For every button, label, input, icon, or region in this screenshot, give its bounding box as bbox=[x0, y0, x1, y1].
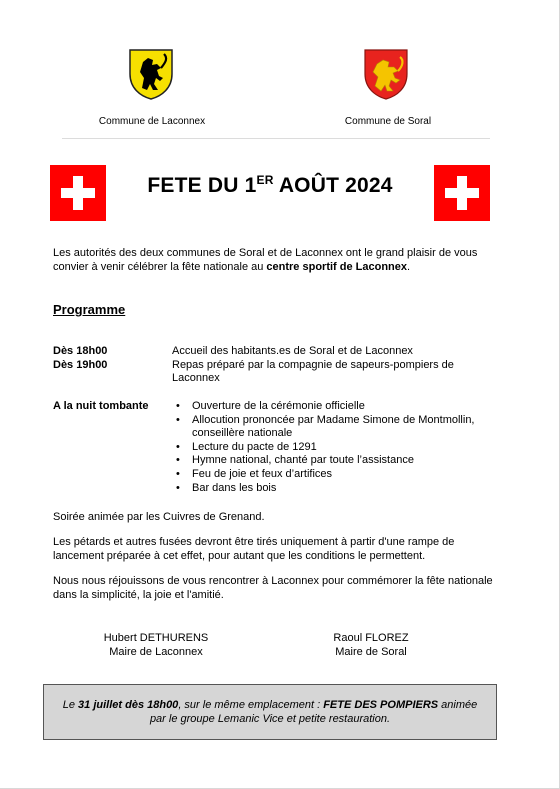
schedule-time: A la nuit tombante bbox=[53, 400, 149, 412]
laconnex-coat-of-arms-icon bbox=[128, 48, 174, 100]
schedule-time: Dès 19h00 bbox=[53, 359, 108, 371]
venue-name: centre sportif de Laconnex bbox=[266, 261, 407, 273]
swiss-flag-icon bbox=[50, 165, 106, 221]
schedule-description: Accueil des habitants.es de Soral et de Laconnex bbox=[172, 345, 413, 357]
ceremony-list bbox=[176, 400, 496, 495]
signer-name: Hubert DETHURENS bbox=[103, 632, 209, 644]
list-item: • Allocution prononcée par Madame Simone de Montmollin, conseillère nationale bbox=[176, 414, 496, 441]
intro-paragraph: Les autorités des deux communes de Soral et de Laconnex ont le grand plaisir de vous convier à venir célébrer la fête nationale au centre sportif de Laconnex. bbox=[53, 247, 478, 273]
announcement-banner bbox=[43, 684, 497, 740]
list-item: • Feu de joie et feux d’artifices bbox=[176, 468, 496, 482]
commune-laconnex-label: Commune de Laconnex bbox=[98, 116, 206, 127]
fireworks-paragraph: Les pétards et autres fusées devront être tirés uniquement à partir d'une rampe de lancement préparée à cet effet, pour autant que les conditions le permettent. bbox=[53, 536, 455, 562]
schedule-description: Repas préparé par la compagnie de sapeurs-pompiers de Laconnex bbox=[172, 359, 454, 384]
swiss-flag-icon bbox=[434, 165, 490, 221]
programme-heading: Programme bbox=[53, 302, 126, 317]
schedule-time: Dès 18h00 bbox=[53, 345, 108, 357]
banner-line-2: par le groupe Lemanic Vice et petite restauration. bbox=[149, 713, 391, 725]
page-title: FETE DU 1ER AOÛT 2024 bbox=[147, 173, 393, 197]
signer-role: Maire de Soral bbox=[335, 646, 407, 658]
list-item: • Hymne national, chanté par toute l’assistance bbox=[176, 454, 496, 468]
signature-laconnex bbox=[76, 631, 236, 659]
header-divider bbox=[62, 138, 490, 139]
soral-coat-of-arms-icon bbox=[363, 48, 409, 100]
list-item: • Bar dans les bois bbox=[176, 482, 496, 496]
signer-name: Raoul FLOREZ bbox=[333, 632, 409, 644]
signer-role: Maire de Laconnex bbox=[109, 646, 203, 658]
signature-soral bbox=[291, 631, 451, 659]
list-item: • Lecture du pacte de 1291 bbox=[176, 441, 496, 455]
music-paragraph: Soirée animée par les Cuivres de Grenand. bbox=[53, 511, 265, 523]
closing-paragraph: Nous nous réjouissons de vous rencontrer à Laconnex pour commémorer la fête nationale dans la simplicité, la joie et l'amitié. bbox=[53, 575, 493, 601]
list-item: • Ouverture de la cérémonie officielle bbox=[176, 400, 496, 414]
banner-line-1: Le 31 juillet dès 18h00, sur le même emplacement : FETE DES POMPIERS animée bbox=[62, 699, 478, 711]
commune-soral-label: Commune de Soral bbox=[344, 116, 432, 127]
